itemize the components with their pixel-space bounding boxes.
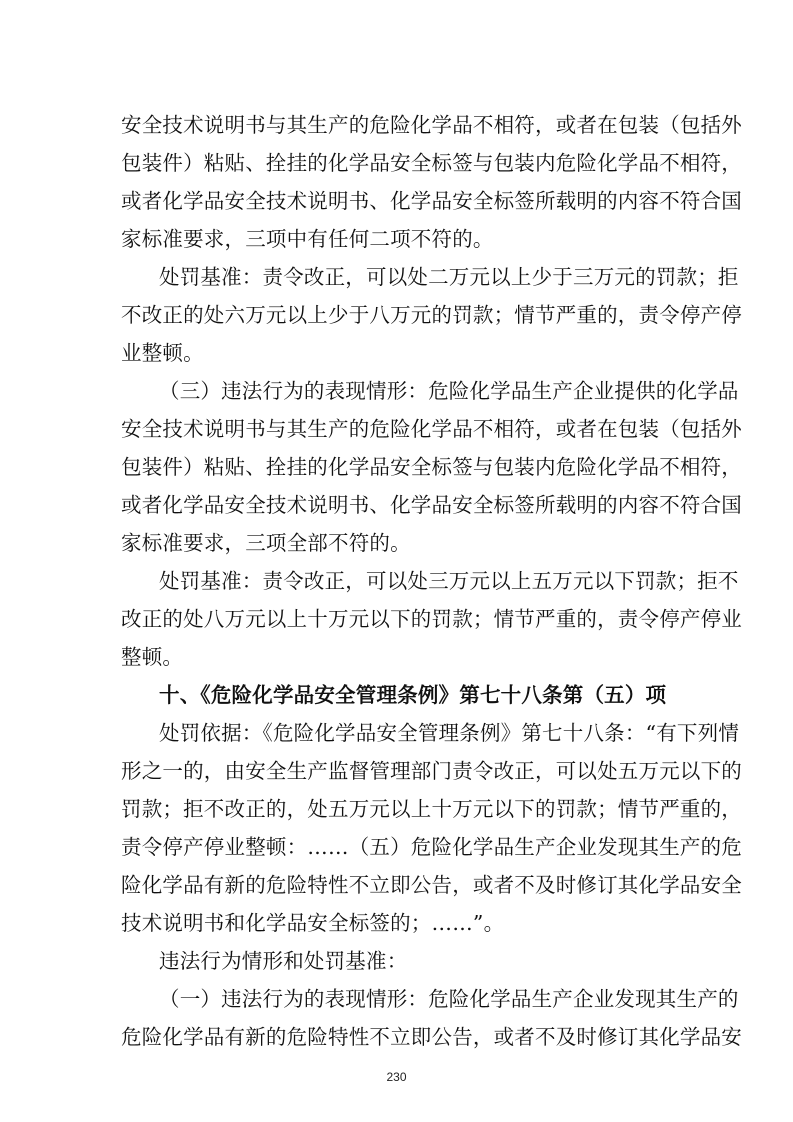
body-text-line: 或者化学品安全技术说明书、化学品安全标签所载明的内容不符合国	[121, 189, 742, 213]
body-text-line: 业整顿。	[121, 341, 204, 365]
body-text-line: 改正的处八万元以上十万元以下的罚款；情节严重的，责令停产停业	[121, 607, 742, 631]
body-text-line: 责令停产停业整顿：……（五）危险化学品生产企业发现其生产的危	[121, 835, 742, 859]
body-text-line: 危险化学品有新的危险特性不立即公告，或者不及时修订其化学品安	[121, 1025, 742, 1049]
section-heading: 十、《危险化学品安全管理条例》第七十八条第（五）项	[159, 683, 667, 707]
subheading-line: 违法行为情形和处罚基准：	[159, 949, 408, 973]
penalty-basis-line: 处罚依据：《危险化学品安全管理条例》第七十八条：“有下列情	[159, 721, 740, 745]
body-text-line: 安全技术说明书与其生产的危险化学品不相符，或者在包装（包括外	[121, 113, 742, 137]
body-text-line: 形之一的，由安全生产监督管理部门责令改正，可以处五万元以下的	[121, 759, 742, 783]
body-text-line: 包装件）粘贴、拴挂的化学品安全标签与包装内危险化学品不相符，	[121, 151, 742, 175]
body-text-line: 包装件）粘贴、拴挂的化学品安全标签与包装内危险化学品不相符，	[121, 455, 742, 479]
violation-case-line: （一）违法行为的表现情形：危险化学品生产企业发现其生产的	[159, 987, 739, 1011]
body-text-line: 家标准要求，三项中有任何二项不符的。	[121, 227, 494, 251]
body-text-line: 险化学品有新的危险特性不立即公告，或者不及时修订其化学品安全	[121, 873, 742, 897]
body-text-line: 不改正的处六万元以上少于八万元的罚款；情节严重的，责令停产停	[121, 303, 742, 327]
body-text-line: 或者化学品安全技术说明书、化学品安全标签所载明的内容不符合国	[121, 493, 742, 517]
page-number: 230	[386, 1070, 407, 1084]
penalty-standard-line: 处罚基准：责令改正，可以处二万元以上少于三万元的罚款；拒	[159, 265, 739, 289]
body-text-line: 安全技术说明书与其生产的危险化学品不相符，或者在包装（包括外	[121, 417, 742, 441]
body-text-line: 罚款；拒不改正的，处五万元以上十万元以下的罚款；情节严重的，	[121, 797, 742, 821]
body-text-line: 家标准要求，三项全部不符的。	[121, 531, 411, 555]
body-text-line: 技术说明书和化学品安全标签的；……”。	[121, 911, 505, 935]
body-text-line: 整顿。	[121, 645, 184, 669]
violation-case-line: （三）违法行为的表现情形：危险化学品生产企业提供的化学品	[159, 379, 739, 403]
penalty-standard-line: 处罚基准：责令改正，可以处三万元以上五万元以下罚款；拒不	[159, 569, 739, 593]
